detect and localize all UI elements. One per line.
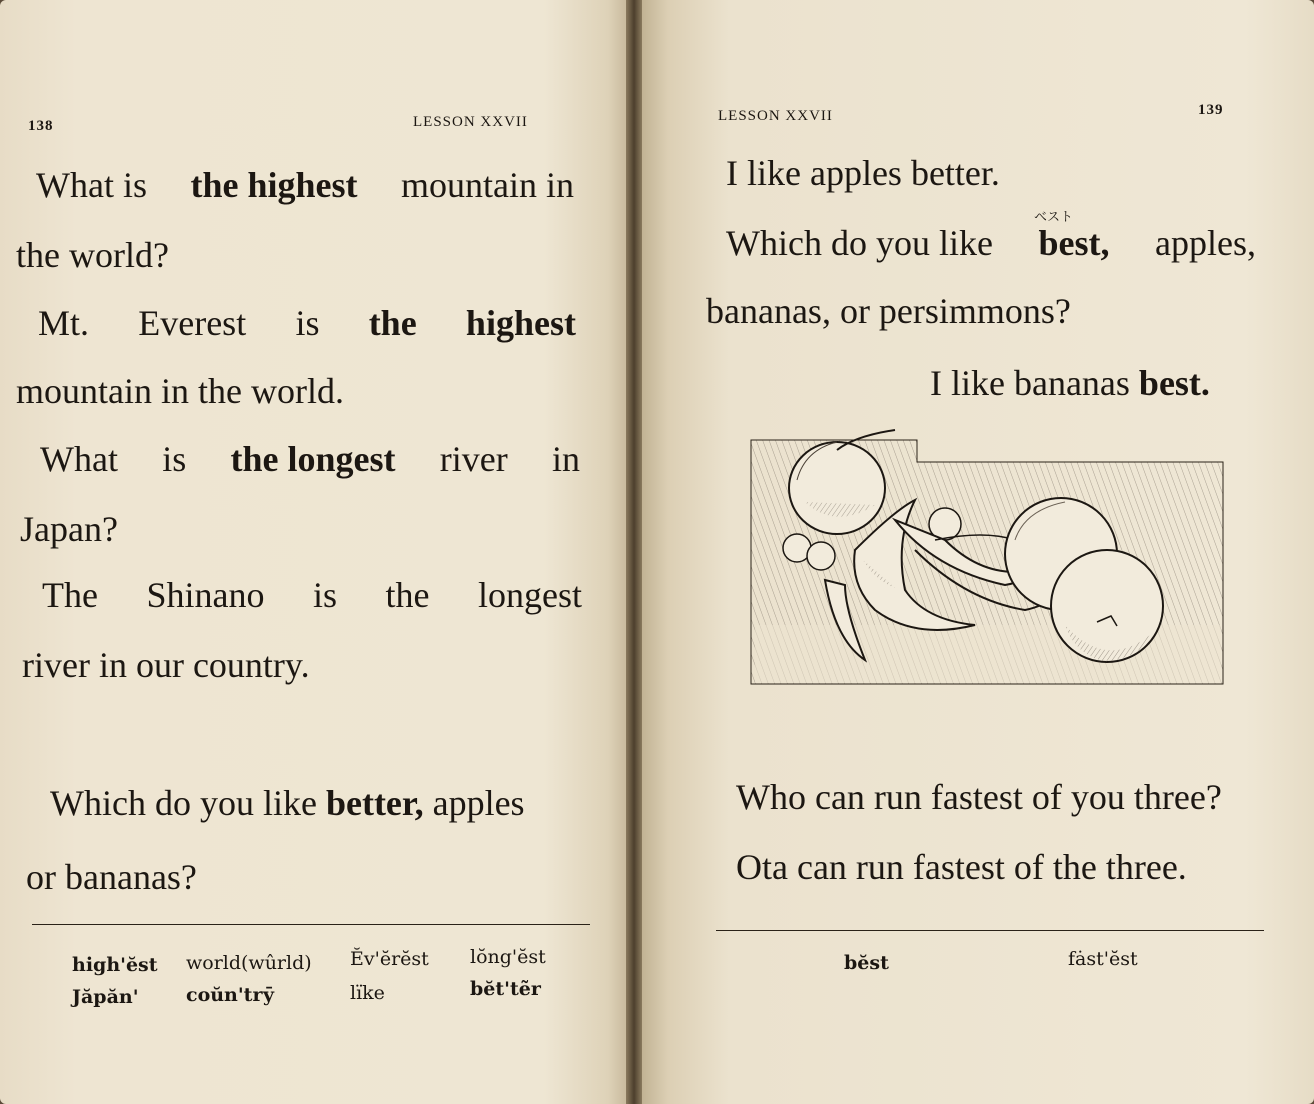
- text-fragment: What: [40, 439, 118, 479]
- text-fragment: is: [312, 575, 337, 615]
- text-fragment: longest: [477, 575, 582, 615]
- text-fragment: highest: [465, 303, 576, 343]
- persimmon-front: [1051, 550, 1163, 662]
- text-fragment: apples,: [1155, 223, 1256, 263]
- answer-1-line-2: mountain in the world.: [16, 371, 344, 411]
- answer-2-line-1: [42, 574, 582, 616]
- running-head-left: LESSON XXVII: [413, 114, 528, 130]
- text-fragment: Which do you like: [726, 223, 993, 263]
- text-fragment: Everest: [138, 303, 247, 343]
- text-fragment: I like bananas: [930, 363, 1130, 403]
- answer-2-line-2: river in our country.: [22, 645, 310, 685]
- line-6: Ota can run fastest of the three.: [736, 847, 1187, 887]
- text-fragment: river: [439, 439, 508, 479]
- handwritten-annotation: ベスト: [1034, 210, 1074, 225]
- footnote-divider: [32, 924, 590, 925]
- vocab-word: lïke: [350, 982, 385, 1004]
- text-fragment: is: [162, 439, 187, 479]
- text-fragment: The: [42, 575, 98, 615]
- text-fragment: What is: [36, 165, 147, 205]
- text-fragment: better,: [325, 783, 424, 823]
- text-fragment: best.: [1138, 363, 1210, 403]
- vocab-word: bĕst: [844, 952, 889, 974]
- line-3: bananas, or persimmons?: [706, 291, 1071, 331]
- text-fragment: the: [385, 575, 430, 615]
- text-fragment: Which do you like: [50, 783, 317, 823]
- page-number-right: 139: [1198, 102, 1224, 118]
- vocab-word: Jăpăn': [72, 986, 139, 1008]
- vocab-word: coŭn'trӯ: [186, 984, 275, 1006]
- text-fragment: is: [295, 303, 320, 343]
- question-3-line-2: or bananas?: [26, 857, 197, 897]
- question-2-line-1: [40, 438, 580, 480]
- vocab-word: bĕt'tẽr: [470, 978, 541, 1000]
- question-1-line-2: the world?: [16, 235, 169, 275]
- question-1-line-1: [36, 164, 574, 206]
- text-fragment: apples: [432, 783, 525, 823]
- page-number-left: 138: [28, 118, 54, 134]
- vocab-word: Ĕv'ĕrĕst: [350, 948, 429, 970]
- line-2: [726, 222, 1256, 264]
- vocab-word: world(wûrld): [186, 952, 312, 974]
- fruit-illustration: [745, 410, 1225, 690]
- footnote-divider-right: [716, 930, 1264, 931]
- question-2-line-2: Japan?: [20, 509, 118, 549]
- text-fragment: the: [368, 303, 417, 343]
- text-fragment: mountain in: [401, 165, 574, 205]
- text-fragment: the longest: [230, 439, 396, 479]
- line-4: [930, 362, 1210, 404]
- running-head-right: LESSON XXVII: [718, 108, 833, 124]
- question-3-line-1: [50, 782, 525, 824]
- answer-1-line-1: [38, 302, 576, 344]
- vocab-word: fȧst'ĕst: [1068, 948, 1138, 970]
- book-gutter: [626, 0, 642, 1104]
- left-page: [0, 0, 640, 1104]
- text-fragment: in: [551, 439, 580, 479]
- text-fragment: Mt.: [38, 303, 90, 343]
- vocab-word: lŏng'ĕst: [470, 946, 546, 968]
- line-1: I like apples better.: [726, 153, 1000, 193]
- vocab-word: high'ĕst: [72, 954, 158, 976]
- text-fragment: Shinano: [146, 575, 265, 615]
- line-5: Who can run fastest of you three?: [736, 777, 1222, 817]
- text-fragment: the highest: [190, 165, 358, 205]
- text-fragment: best,: [1038, 223, 1110, 263]
